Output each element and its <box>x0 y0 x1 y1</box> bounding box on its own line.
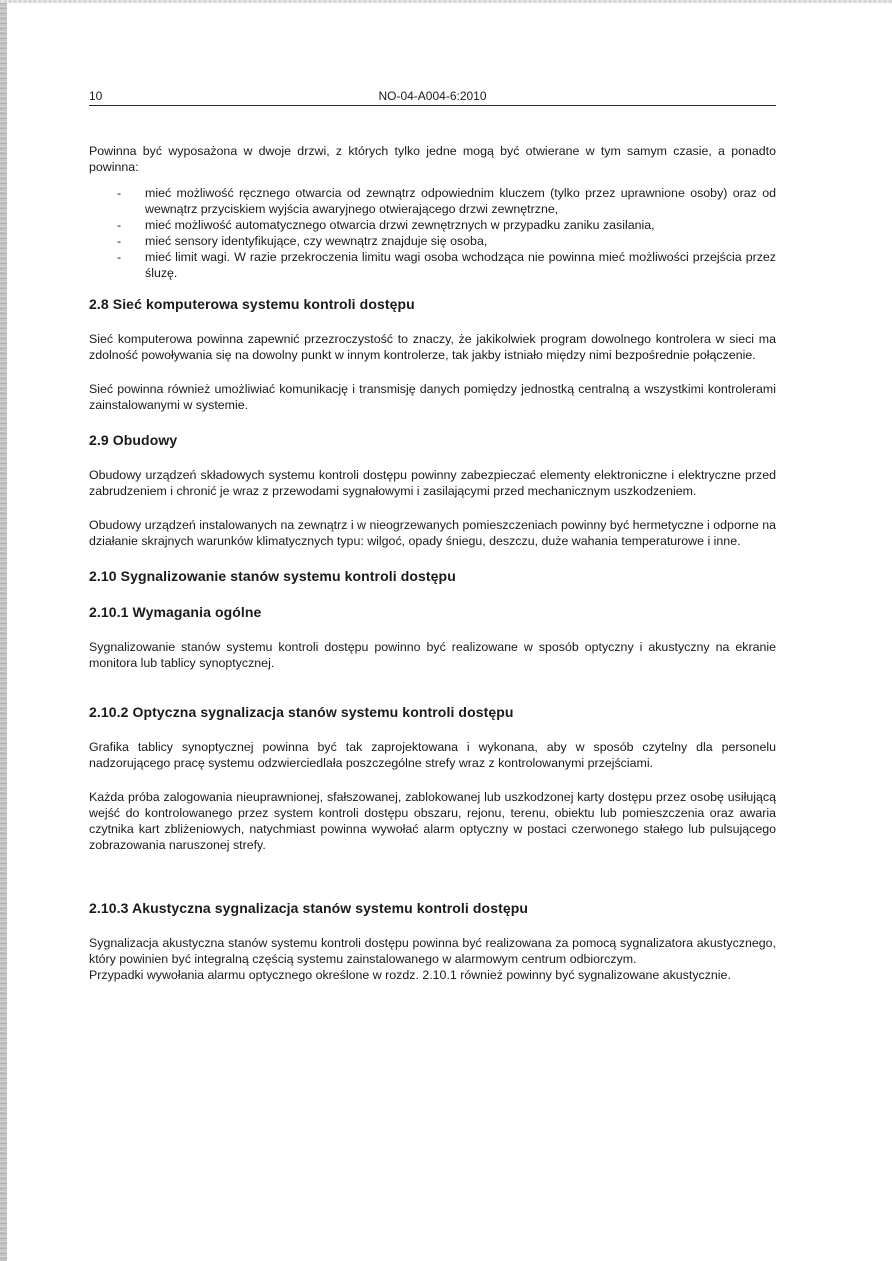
section-2-10-3-paragraph-1: Sygnalizacja akustyczna stanów systemu kontroli dostępu powinna być realizowana za pomocą sygnalizatora akustycznego, który powinien być integralną częścią systemu zainstalowanego w alarmowym centrum odbiorczym. <box>89 936 776 966</box>
intro-paragraph: Powinna być wyposażona w dwoje drzwi, z których tylko jedne mogą być otwierane w tym samym czasie, a ponadto powinna: <box>89 144 776 174</box>
spacer <box>89 871 776 899</box>
section-heading-2-10: 2.10 Sygnalizowanie stanów systemu kontroli dostępu <box>89 568 456 584</box>
section-heading-2-8: 2.8 Sieć komputerowa systemu kontroli dostępu <box>89 296 415 312</box>
page-header <box>89 89 776 106</box>
scan-top-edge <box>0 0 892 3</box>
section-2-10-2-paragraph-1: Grafika tablicy synoptycznej powinna być tak zaprojektowana i wykonana, aby w sposób czytelny dla personelu nadzorującego pracę systemu odzwierciedlała poszczególne strefy wraz z kontrolowanymi przejściami. <box>89 740 776 770</box>
document-code: NO-04-A004-6:2010 <box>378 89 487 103</box>
section-2-9-paragraph-2: Obudowy urządzeń instalowanych na zewnątrz i w nieogrzewanych pomieszczeniach powinny być hermetyczne i odporne na działanie skrajnych warunków klimatycznych typu: wilgoć, opady śniegu, deszczu, duże wahania temperaturowe i inne. <box>89 518 776 548</box>
section-heading-2-9: 2.9 Obudowy <box>89 432 178 448</box>
section-2-8-paragraph-1: Sieć komputerowa powinna zapewnić przezroczystość to znaczy, że jakikolwiek program dowolnego kontrolera w sieci ma zdolność powoływania się na dowolny punkt w innym kontrolerze, tak jakby istniało między nimi bezpośrednie połączenie. <box>89 332 776 362</box>
page-body <box>89 143 776 983</box>
section-heading-2-10-2: 2.10.2 Optyczna sygnalizacja stanów systemu kontroli dostępu <box>89 704 514 720</box>
section-2-8-paragraph-2: Sieć powinna również umożliwiać komunikację i transmisję danych pomiędzy jednostką centralną a wszystkimi kontrolerami zainstalowanymi w systemie. <box>89 382 776 412</box>
section-2-10-3-paragraph-2: Przypadki wywołania alarmu optycznego określone w rozdz. 2.10.1 również powinny być sygnalizowane akustycznie. <box>89 968 731 982</box>
spacer <box>89 689 776 703</box>
requirements-list <box>89 185 776 281</box>
list-item: - mieć sensory identyfikujące, czy wewnątrz znajduje się osoba, <box>145 233 776 249</box>
list-item: - mieć możliwość ręcznego otwarcia od zewnątrz odpowiednim kluczem (tylko przez uprawnione osoby) oraz od wewnątrz przyciskiem wyjścia awaryjnego otwierającego drzwi zewnętrzne, <box>145 185 776 217</box>
section-2-10-1-paragraph-1: Sygnalizowanie stanów systemu kontroli dostępu powinno być realizowane w sposób optyczny i akustyczny na ekranie monitora lub tablicy synoptycznej. <box>89 640 776 670</box>
section-2-9-paragraph-1: Obudowy urządzeń składowych systemu kontroli dostępu powinny zabezpieczać elementy elektroniczne i elektryczne przed zabrudzeniem i chronić je wraz z przewodami sygnałowymi i zasilającymi przed mechanicznym uszkodzeniem. <box>89 468 776 498</box>
section-2-10-2-paragraph-2: Każda próba zalogowania nieuprawnionej, sfałszowanej, zablokowanej lub uszkodzonej karty dostępu przez osobę usiłującą wejść do kontrolowanego przez system kontroli dostępu obszaru, rejonu, terenu, obiektu lub pomieszczenia oraz awaria czytnika kart zbliżeniowych, natychmiast powinna wywołać alarm optyczny w postaci czerwonego stałego lub pulsującego zobrazowania naruszonej strefy. <box>89 790 776 852</box>
list-item: - mieć limit wagi. W razie przekroczenia limitu wagi osoba wchodząca nie powinna mieć możliwości przejścia przez śluzę. <box>145 249 776 281</box>
section-heading-2-10-3: 2.10.3 Akustyczna sygnalizacja stanów systemu kontroli dostępu <box>89 900 529 916</box>
list-item: - mieć możliwość automatycznego otwarcia drzwi zewnętrznych w przypadku zaniku zasilania, <box>145 217 776 233</box>
scan-edge-shading <box>0 0 7 1261</box>
page-number: 10 <box>89 89 103 103</box>
section-heading-2-10-1: 2.10.1 Wymagania ogólne <box>89 604 262 620</box>
